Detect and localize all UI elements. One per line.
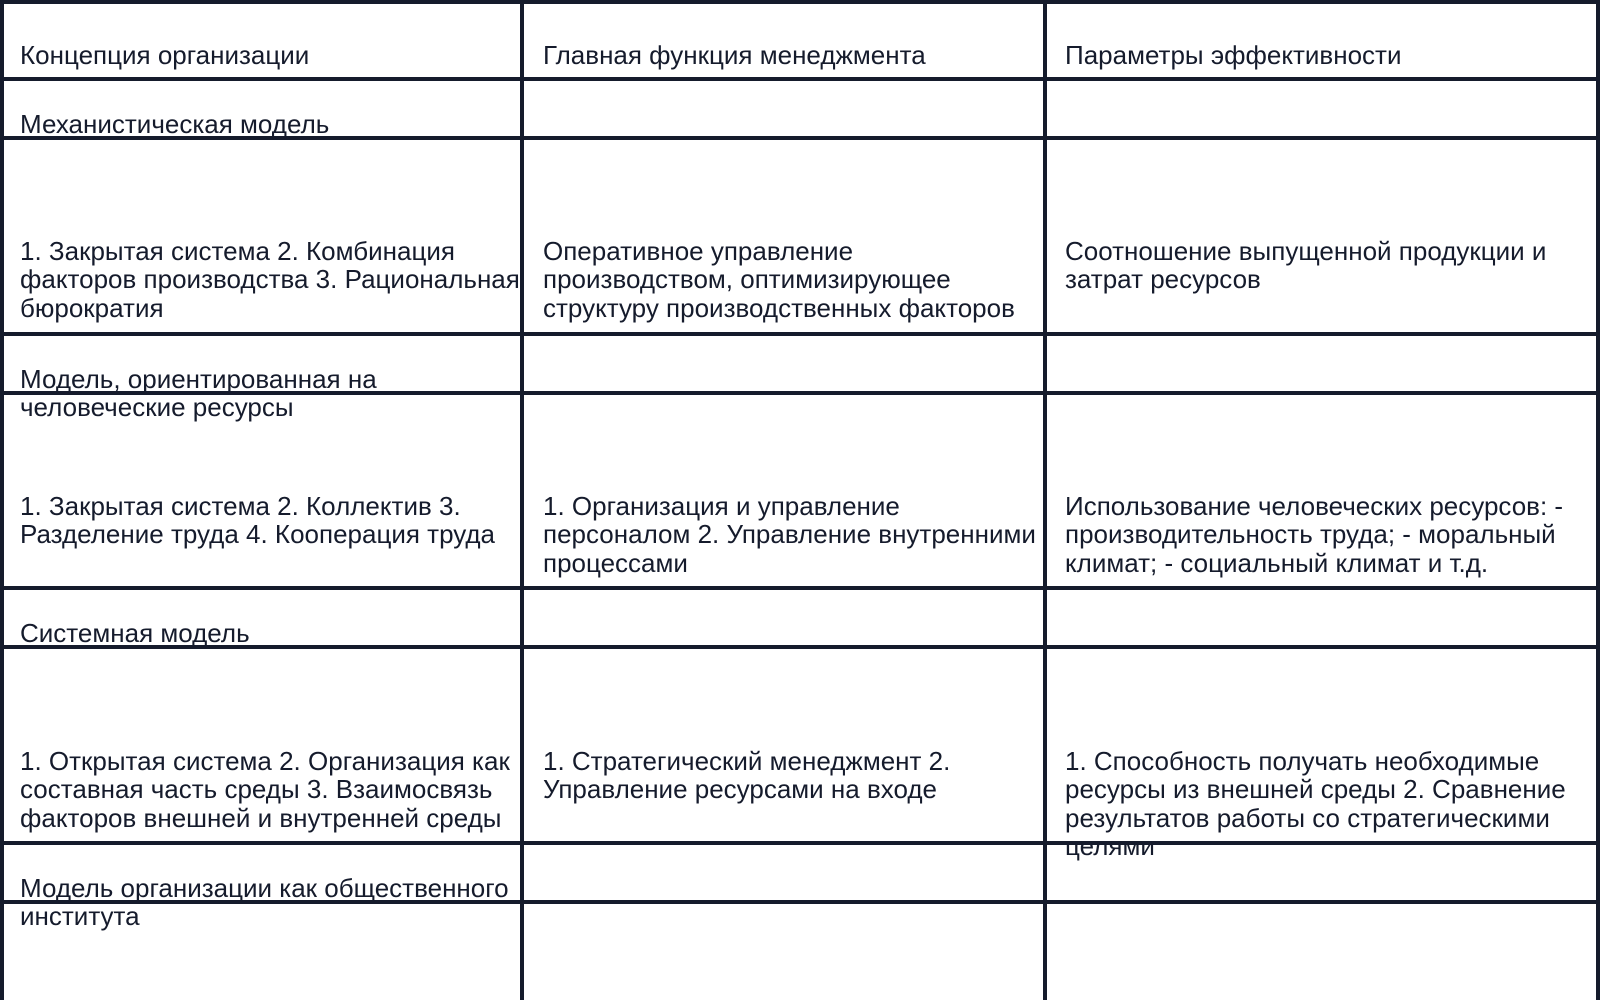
table-cell: 1. Закрытая система 2. Коллектив 3. Разделение труда 4. Кооперация труда <box>20 491 496 550</box>
model-title: Механистическая модель <box>20 109 330 139</box>
header-concept: Концепция организации <box>20 40 310 70</box>
model-title: Модель, ориентированная на человеческие ресурсы <box>20 364 377 423</box>
table-cell: 1. Организация и управление персоналом 2. Управление внутренними процессами <box>543 491 1036 578</box>
header-main-function: Главная функция менеджмента <box>543 40 926 70</box>
column-divider <box>520 0 524 1000</box>
table-cell: 1. Открытая система 2. Организация как составная часть среды 3. Взаимосвязь факторов внешней и внутренней среды <box>20 746 510 833</box>
table-border-left <box>0 0 4 1000</box>
table-cell: 1. Закрытая система 2. Комбинация факторов производства 3. Рациональная бюрократия <box>20 236 520 323</box>
table-cell: Соотношение выпущенной продукции и затрат ресурсов <box>1065 236 1547 295</box>
table-cell: Оперативное управление производством, оптимизирующее структуру производственных факторов <box>543 236 1015 323</box>
model-title: Системная модель <box>20 618 250 648</box>
row-divider <box>0 586 1600 590</box>
row-divider <box>0 77 1600 81</box>
table-cell: 1. Стратегический менеджмент 2. Управление ресурсами на входе <box>543 746 951 805</box>
row-divider <box>0 332 1600 336</box>
table-cell: Использование человеческих ресурсов: - производительность труда; - моральный климат; - социальный климат и т.д. <box>1065 491 1564 578</box>
model-title: Модель организации как общественного института <box>20 873 509 932</box>
column-divider <box>1043 0 1047 1000</box>
table-cell: 1. Способность получать необходимые ресурсы из внешней среды 2. Сравнение результатов работы со стратегическими целями <box>1065 746 1566 862</box>
table-border-top <box>0 0 1600 4</box>
header-efficiency: Параметры эффективности <box>1065 40 1402 70</box>
